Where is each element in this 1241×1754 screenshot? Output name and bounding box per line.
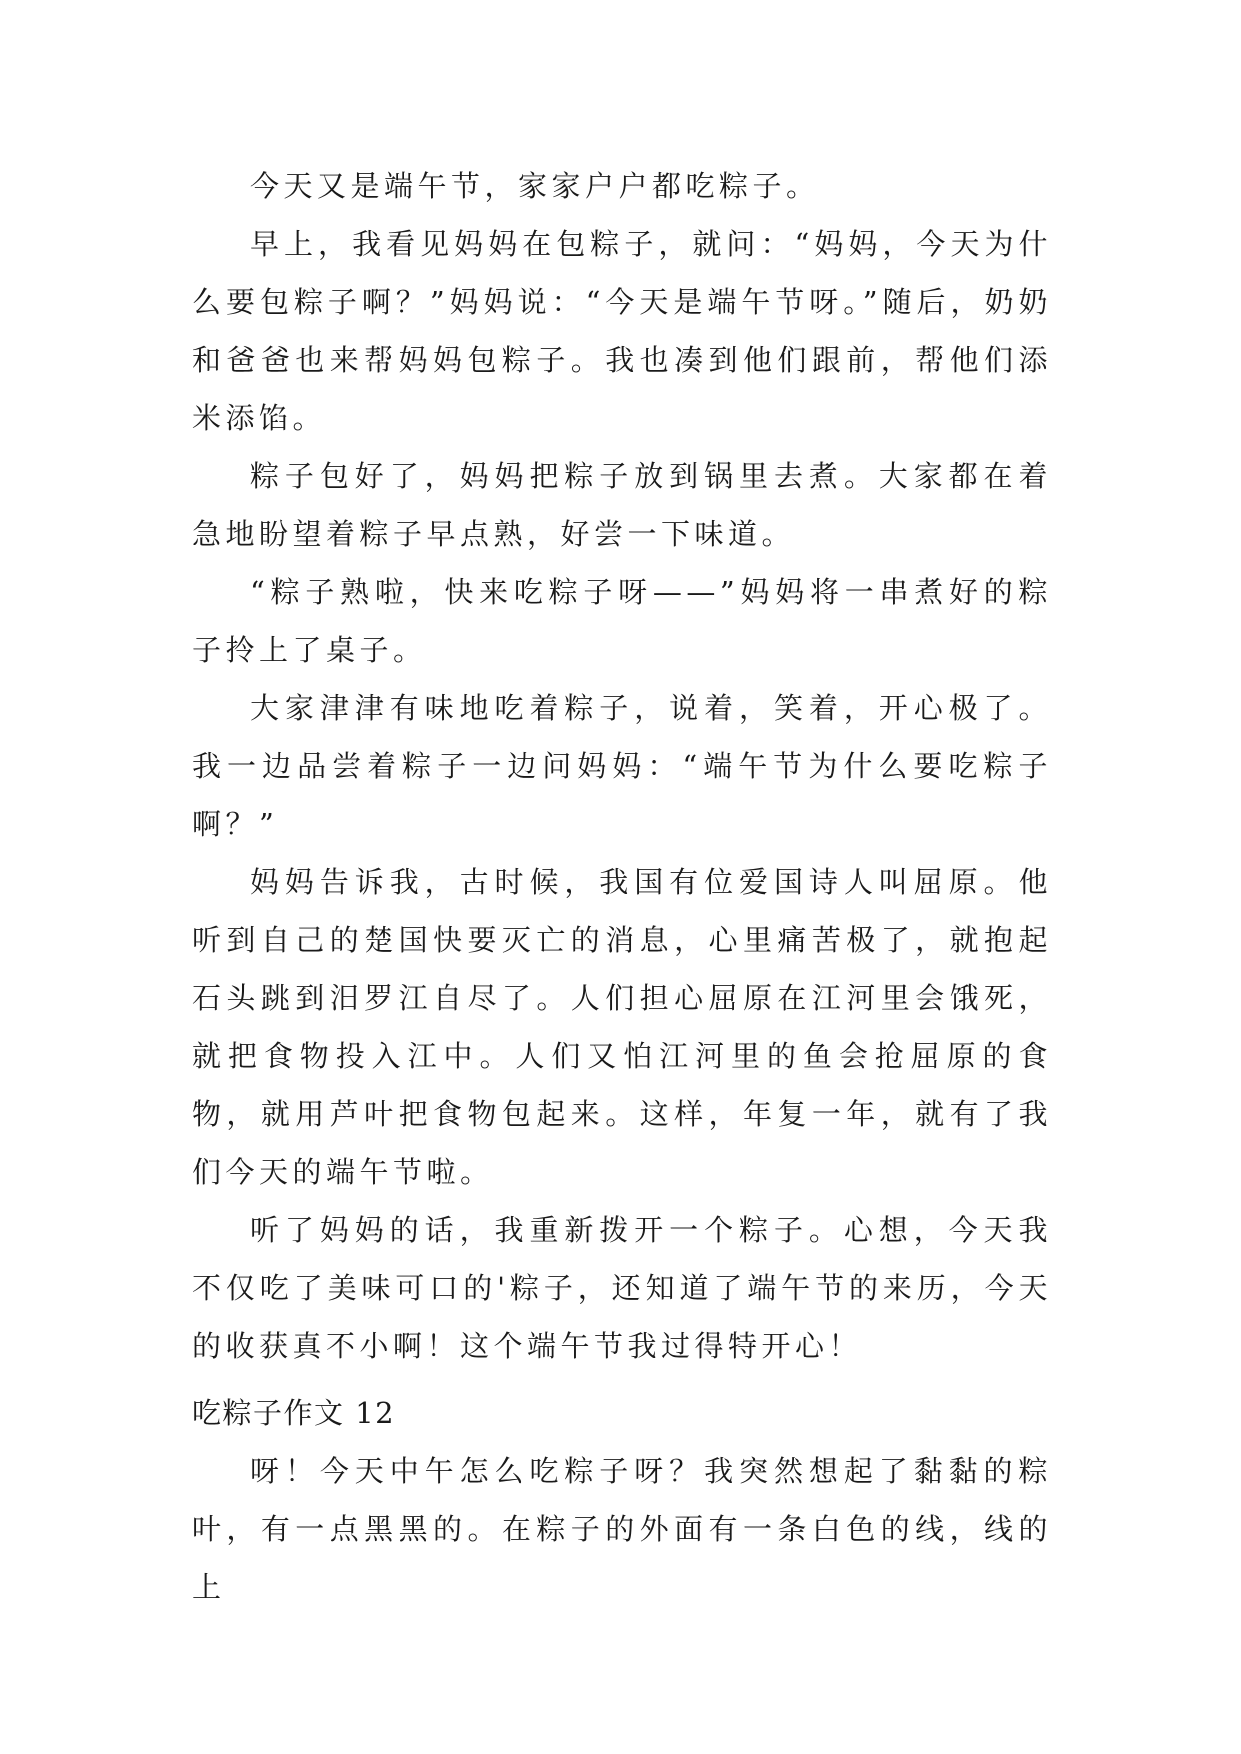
paragraph-6: 妈妈告诉我，古时候，我国有位爱国诗人叫屈原。他听到自己的楚国快要灭亡的消息，心里痛苦极了，就抱起石头跳到汨罗江自尽了。人们担心屈原在江河里会饿死，就把食物投入江中。人们又怕江河里的鱼会抢屈原的食物，就用芦叶把食物包起来。这样，年复一年，就有了我们今天的端午节啦。 <box>192 865 1052 1189</box>
paragraph-5: 大家津津有味地吃着粽子，说着，笑着，开心极了。我一边品尝着粽子一边问妈妈：“端午节为什么要吃粽子啊？” <box>192 691 1052 841</box>
essay-body-part1 <box>192 157 1052 1375</box>
paragraph-7: 听了妈妈的话，我重新拨开一个粽子。心想，今天我不仅吃了美味可口的'粽子，还知道了端午节的来历，今天的收获真不小啊！这个端午节我过得特开心！ <box>192 1213 1052 1363</box>
paragraph-3: 粽子包好了，妈妈把粽子放到锅里去煮。大家都在着急地盼望着粽子早点熟，好尝一下味道。 <box>192 459 1052 551</box>
paragraph-8: 呀！今天中午怎么吃粽子呀？我突然想起了黏黏的粽叶，有一点黑黑的。在粽子的外面有一条白色的线，线的上 <box>192 1454 1052 1604</box>
section-title: 吃粽子作文 12 <box>192 1396 396 1430</box>
essay-body-part2 <box>192 1442 1052 1616</box>
paragraph-1: 今天又是端午节，家家户户都吃粽子。 <box>250 169 820 203</box>
paragraph-4: “粽子熟啦，快来吃粽子呀——”妈妈将一串煮好的粽子拎上了桌子。 <box>192 575 1052 667</box>
paragraph-2: 早上，我看见妈妈在包粽子，就问：“妈妈，今天为什么要包粽子啊？”妈妈说：“今天是端午节呀。”随后，奶奶和爸爸也来帮妈妈包粽子。我也凑到他们跟前，帮他们添米添馅。 <box>192 227 1052 435</box>
